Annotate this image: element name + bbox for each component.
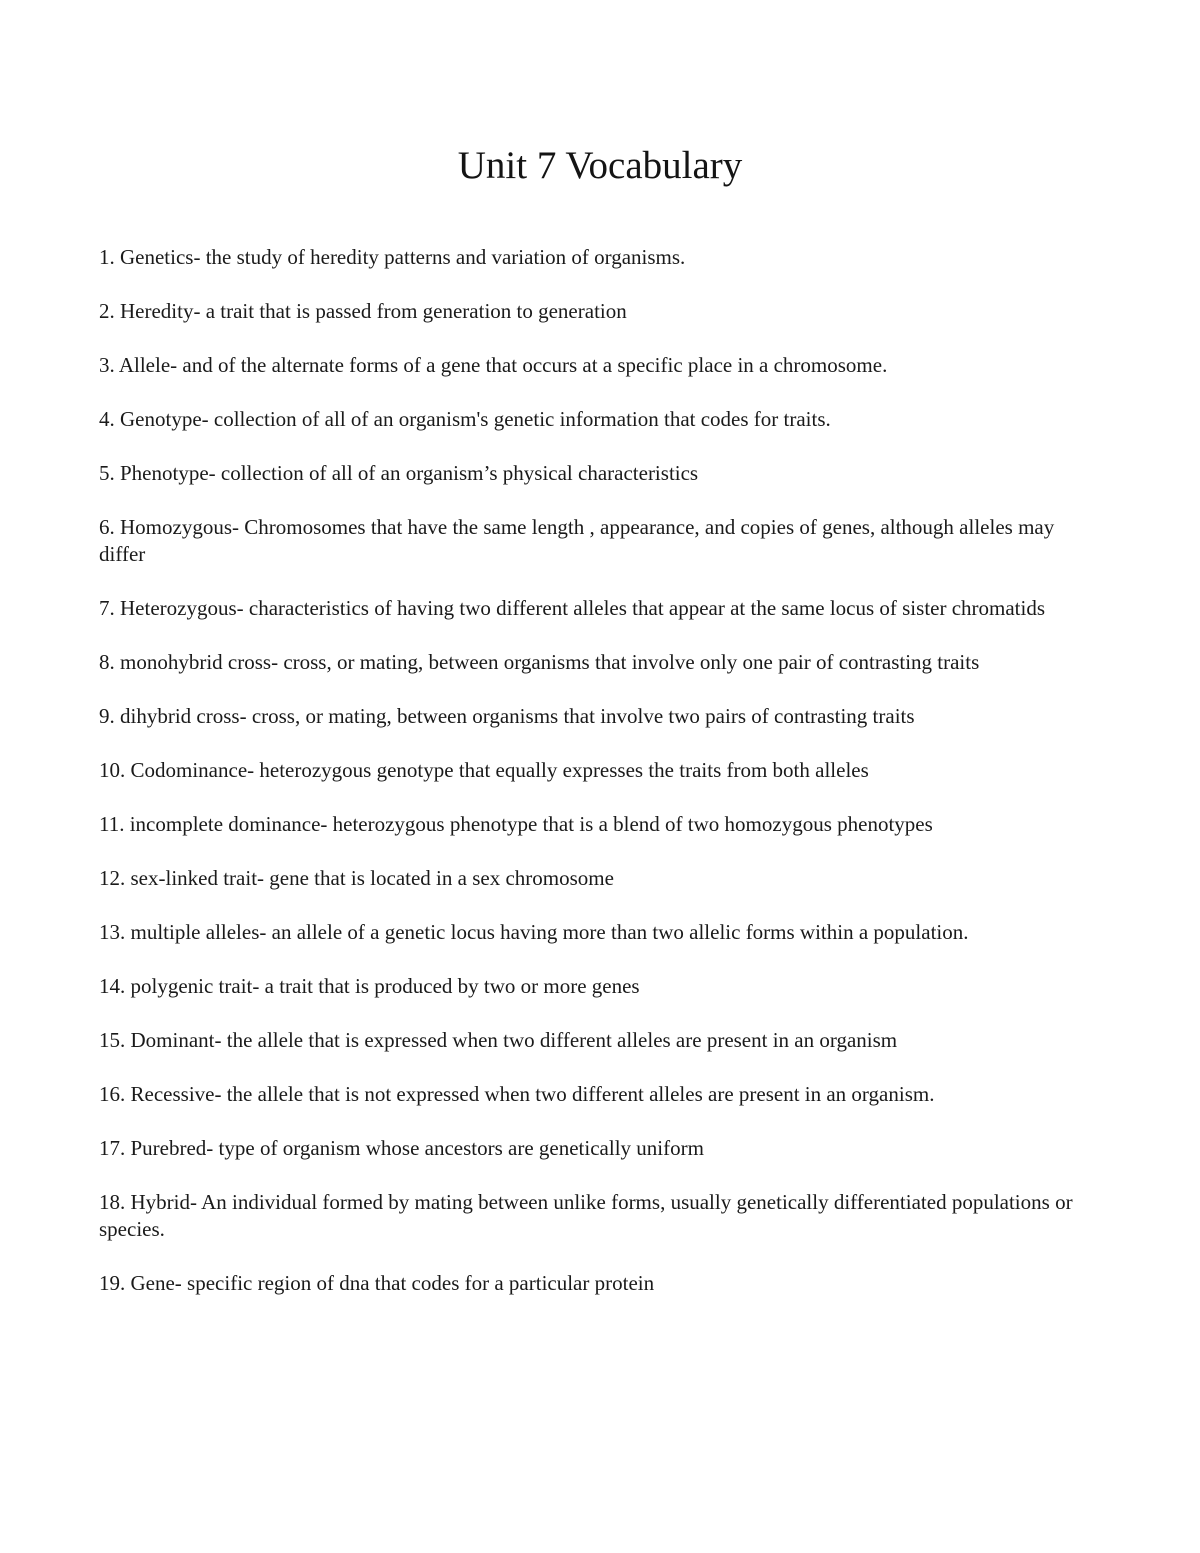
vocab-item-genotype: 4. Genotype- collection of all of an organism's genetic information that codes for traits.	[99, 407, 831, 431]
vocab-item-dihybrid-cross: 9. dihybrid cross- cross, or mating, between organisms that involve two pairs of contrasting traits	[99, 704, 915, 728]
vocabulary-list	[99, 244, 1104, 1324]
vocab-item-heterozygous: 7. Heterozygous- characteristics of having two different alleles that appear at the same locus of sister chromatids	[99, 596, 1046, 620]
vocab-item-heredity: 2. Heredity- a trait that is passed from generation to generation	[99, 299, 627, 323]
vocab-item-purebred: 17. Purebred- type of organism whose ancestors are genetically uniform	[99, 1136, 704, 1160]
vocab-item-genetics: 1. Genetics- the study of heredity patterns and variation of organisms.	[99, 245, 686, 269]
vocab-item-allele: 3. Allele- and of the alternate forms of a gene that occurs at a specific place in a chromosome.	[99, 353, 888, 377]
vocab-item-polygenic-trait: 14. polygenic trait- a trait that is produced by two or more genes	[99, 974, 640, 998]
page-title: Unit 7 Vocabulary	[457, 144, 743, 187]
vocab-item-hybrid: 18. Hybrid- An individual formed by mating between unlike forms, usually genetically differentiated populations or species.	[99, 1190, 1073, 1241]
vocab-item-sex-linked-trait: 12. sex-linked trait- gene that is located in a sex chromosome	[99, 866, 614, 890]
vocab-item-monohybrid-cross: 8. monohybrid cross- cross, or mating, between organisms that involve only one pair of contrasting traits	[99, 650, 980, 674]
vocab-item-recessive: 16. Recessive- the allele that is not expressed when two different alleles are present in an organism.	[99, 1082, 935, 1106]
vocab-item-dominant: 15. Dominant- the allele that is expressed when two different alleles are present in an organism	[99, 1028, 898, 1052]
vocab-item-homozygous: 6. Homozygous- Chromosomes that have the same length , appearance, and copies of genes, although alleles may differ	[99, 515, 1055, 566]
vocab-item-codominance: 10. Codominance- heterozygous genotype that equally expresses the traits from both alleles	[99, 758, 869, 782]
vocab-item-incomplete-dominance: 11. incomplete dominance- heterozygous phenotype that is a blend of two homozygous phenotypes	[99, 812, 933, 836]
vocab-item-gene: 19. Gene- specific region of dna that codes for a particular protein	[99, 1271, 655, 1295]
vocab-item-phenotype: 5. Phenotype- collection of all of an organism’s physical characteristics	[99, 461, 699, 485]
vocab-item-multiple-alleles: 13. multiple alleles- an allele of a genetic locus having more than two allelic forms within a population.	[99, 920, 969, 944]
